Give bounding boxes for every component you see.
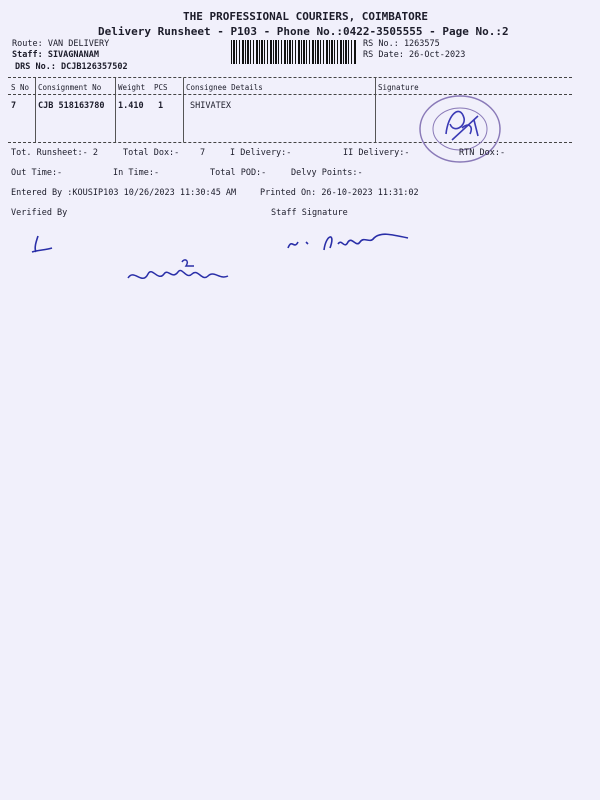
rs-date: RS Date: 26-Oct-2023 <box>363 50 466 60</box>
table-top-rule <box>8 77 572 78</box>
header-consignment: Consignment No <box>38 83 102 92</box>
rs-number: RS No.: 1263575 <box>363 39 440 49</box>
row-consignee: SHIVATEX <box>190 101 231 111</box>
row-consignment: CJB 518163780 <box>38 101 105 111</box>
company-title: THE PROFESSIONAL COURIERS, COIMBATORE <box>183 10 429 23</box>
verified-by-label: Verified By <box>11 208 68 218</box>
staff-signature-label: Staff Signature <box>271 208 348 218</box>
total-pod: Total POD:- <box>210 168 267 178</box>
entered-by: Entered By :KOUSIP103 10/26/2023 11:30:45 AM <box>11 188 237 198</box>
col-divider <box>183 78 184 142</box>
i-delivery: I Delivery:- <box>230 148 292 158</box>
row-pcs: 1 <box>158 101 164 111</box>
in-time: In Time:- <box>113 168 160 178</box>
header-signature: Signature <box>378 83 419 92</box>
rtn-dox: RTN Dox:- <box>459 148 506 158</box>
col-divider <box>115 78 116 142</box>
staff-signature <box>284 228 414 258</box>
runsheet-title: Delivery Runsheet - P103 - Phone No.:0422-3505555 - Page No.:2 <box>98 25 509 38</box>
header-sno: S No <box>11 83 30 92</box>
total-dox-label: Total Dox:- <box>123 148 180 158</box>
out-time: Out Time:- <box>11 168 63 178</box>
header-pcs: PCS <box>154 83 168 92</box>
route-text: Route: VAN DELIVERY <box>12 39 110 49</box>
drs-number: DRS No.: DCJB126357502 <box>15 62 128 72</box>
row-weight: 1.410 <box>118 101 144 111</box>
barcode <box>231 40 357 64</box>
tot-runsheet: Tot. Runsheet:- 2 <box>11 148 98 158</box>
header-consignee: Consignee Details <box>186 83 263 92</box>
verifier-initial-signature <box>28 232 58 258</box>
row-sno: 7 <box>11 101 17 111</box>
ii-delivery: II Delivery:- <box>343 148 410 158</box>
printed-on: Printed On: 26-10-2023 11:31:02 <box>260 188 419 198</box>
verifier-signature <box>124 256 244 290</box>
col-divider <box>375 78 376 142</box>
delvy-points: Delvy Points:- <box>291 168 363 178</box>
header-weight: Weight <box>118 83 146 92</box>
total-dox-value: 7 <box>200 148 206 158</box>
staff-text: Staff: SIVAGNANAM <box>12 50 99 60</box>
col-divider <box>35 78 36 142</box>
